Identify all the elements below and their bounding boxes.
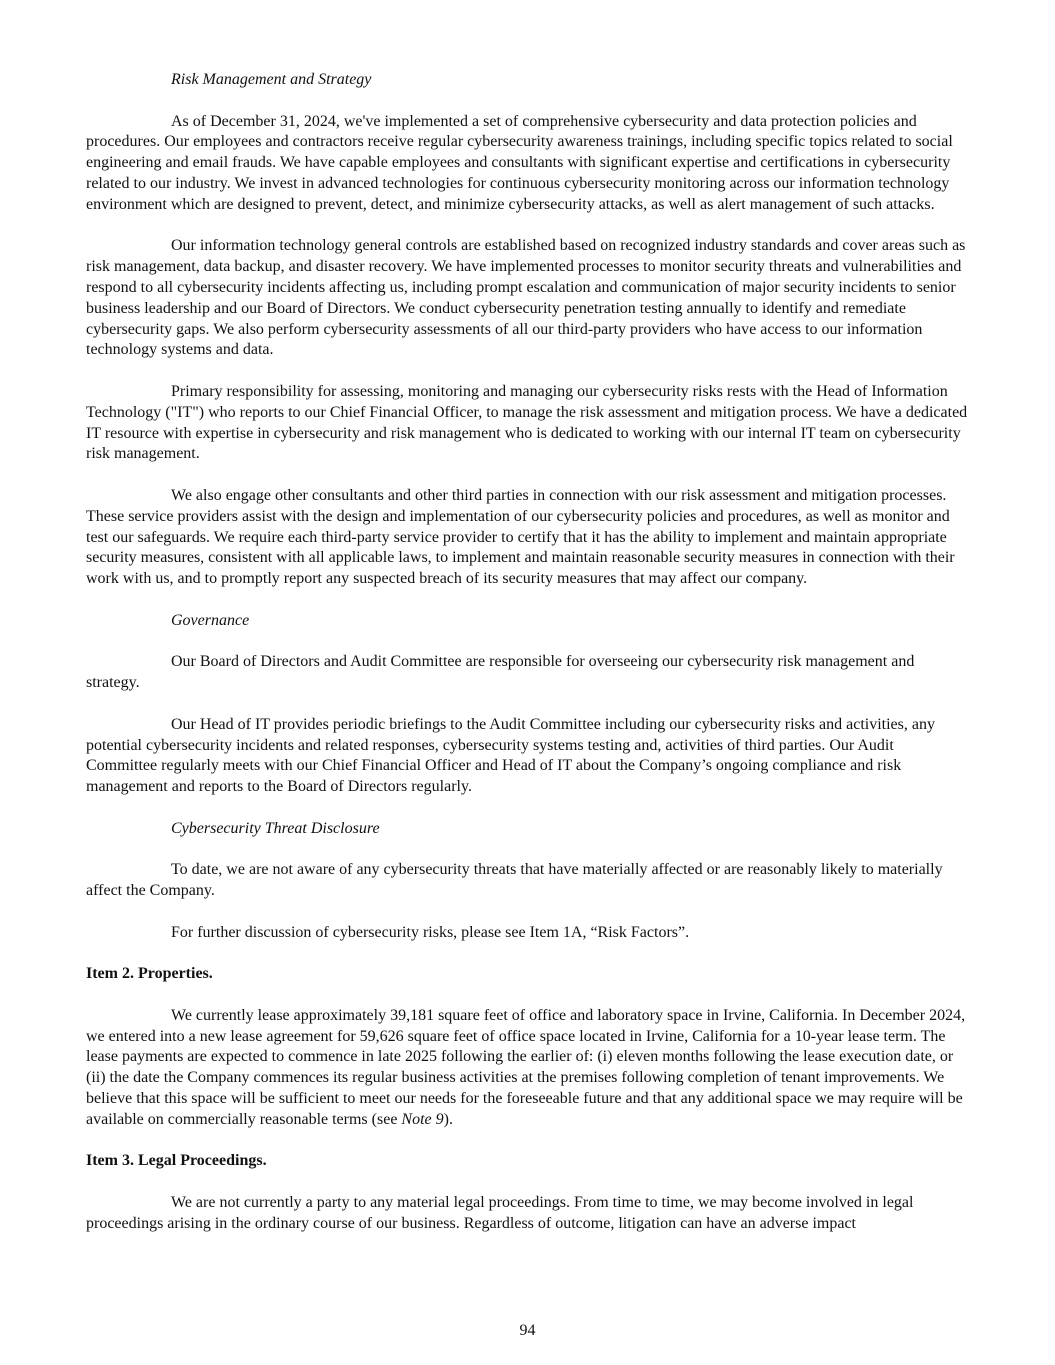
- paragraph: Our Head of IT provides periodic briefings to the Audit Committee including our cybersecurity risks and activities, any potential cybersecurity incidents and related responses, cybersecurity systems testing and, activities of third parties. Our Audit Committee regularly meets with our Chief Financial Officer and Head of IT about the Company’s ongoing compliance and risk management and reports to the Board of Directors regularly.: [86, 715, 935, 796]
- paragraph: Our information technology general controls are established based on recognized industry standards and cover areas such as risk management, data backup, and disaster recovery. We have implemented processes to monitor security threats and vulnerabilities and respond to all cybersecurity incidents affecting us, including prompt escalation and communication of major security incidents to senior business leadership and our Board of Directors. We conduct cybersecurity penetration testing annually to identify and remediate cybersecurity gaps. We also perform cybersecurity assessments of all our third-party providers who have access to our information technology systems and data.: [86, 237, 966, 359]
- paragraph: Our Board of Directors and Audit Committee are responsible for overseeing our cybersecurity risk management and strategy.: [86, 653, 915, 692]
- paragraph: Primary responsibility for assessing, monitoring and managing our cybersecurity risks rests with the Head of Information Technology ("IT") who reports to our Chief Financial Officer, to manage the risk assessment and mitigation process. We have a dedicated IT resource with expertise in cybersecurity and risk management who is dedicated to working with our internal IT team on cybersecurity risk management.: [86, 382, 968, 463]
- paragraph: [86, 1006, 968, 1131]
- paragraph: To date, we are not aware of any cybersecurity threats that have materially affected or are reasonably likely to materially affect the Company.: [86, 861, 943, 900]
- section-heading-threat-disclosure: Cybersecurity Threat Disclosure: [171, 819, 380, 837]
- paragraph: We are not currently a party to any material legal proceedings. From time to time, we may become involved in legal proceedings arising in the ordinary course of our business. Regardless of outcome, litigation can have an adverse impact: [86, 1194, 914, 1232]
- document-page: [86, 70, 968, 1255]
- section-heading-governance: Governance: [171, 611, 250, 629]
- paragraph: We also engage other consultants and other third parties in connection with our risk assessment and mitigation processes. These service providers assist with the design and implementation of our cybersecurity policies and procedures, as well as monitor and test our safeguards. We require each third-party service provider to certify that it has the ability to implement and maintain appropriate security measures, consistent with all applicable laws, to implement and maintain reasonable security measures in connection with their work with us, and to promptly report any suspected breach of its security measures that may affect our company.: [86, 486, 955, 588]
- paragraph: For further discussion of cybersecurity risks, please see Item 1A, “Risk Factors”.: [171, 923, 690, 941]
- item-3-heading: Item 3. Legal Proceedings.: [86, 1152, 267, 1170]
- item-2-heading: Item 2. Properties.: [86, 965, 213, 983]
- paragraph: As of December 31, 2024, we've implemented a set of comprehensive cybersecurity and data protection policies and procedures. Our employees and contractors receive regular cybersecurity awareness trainings, including specific topics related to social engineering and email frauds. We have capable employees and consultants with significant expertise and certifications in cybersecurity related to our industry. We invest in advanced technologies for continuous cybersecurity monitoring across our information technology environment which are designed to prevent, detect, and minimize cybersecurity attacks, as well as alert management of such attacks.: [86, 112, 953, 213]
- paragraph-text: We currently lease approximately 39,181 square feet of office and laboratory space in Irvine, California. In December 2024, we entered into a new lease agreement for 59,626 square feet of office space located in Irvine, California for a 10-year lease term. The lease payments are expected to commence in late 2025 following the earlier of: (i) eleven months following the lease execution date, or (ii) the date the Company commences its regular business activities at the premises following completion of tenant improvements. We believe that this space will be sufficient to meet our needs for the foreseeable future and that any additional space we may require will be available on commercially reasonable terms (see: [86, 1006, 966, 1128]
- paragraph-text-end: ).: [443, 1110, 453, 1128]
- section-heading-risk-management: Risk Management and Strategy: [171, 71, 372, 88]
- page-number: 94: [519, 1322, 536, 1339]
- note-reference: Note 9: [401, 1110, 444, 1128]
